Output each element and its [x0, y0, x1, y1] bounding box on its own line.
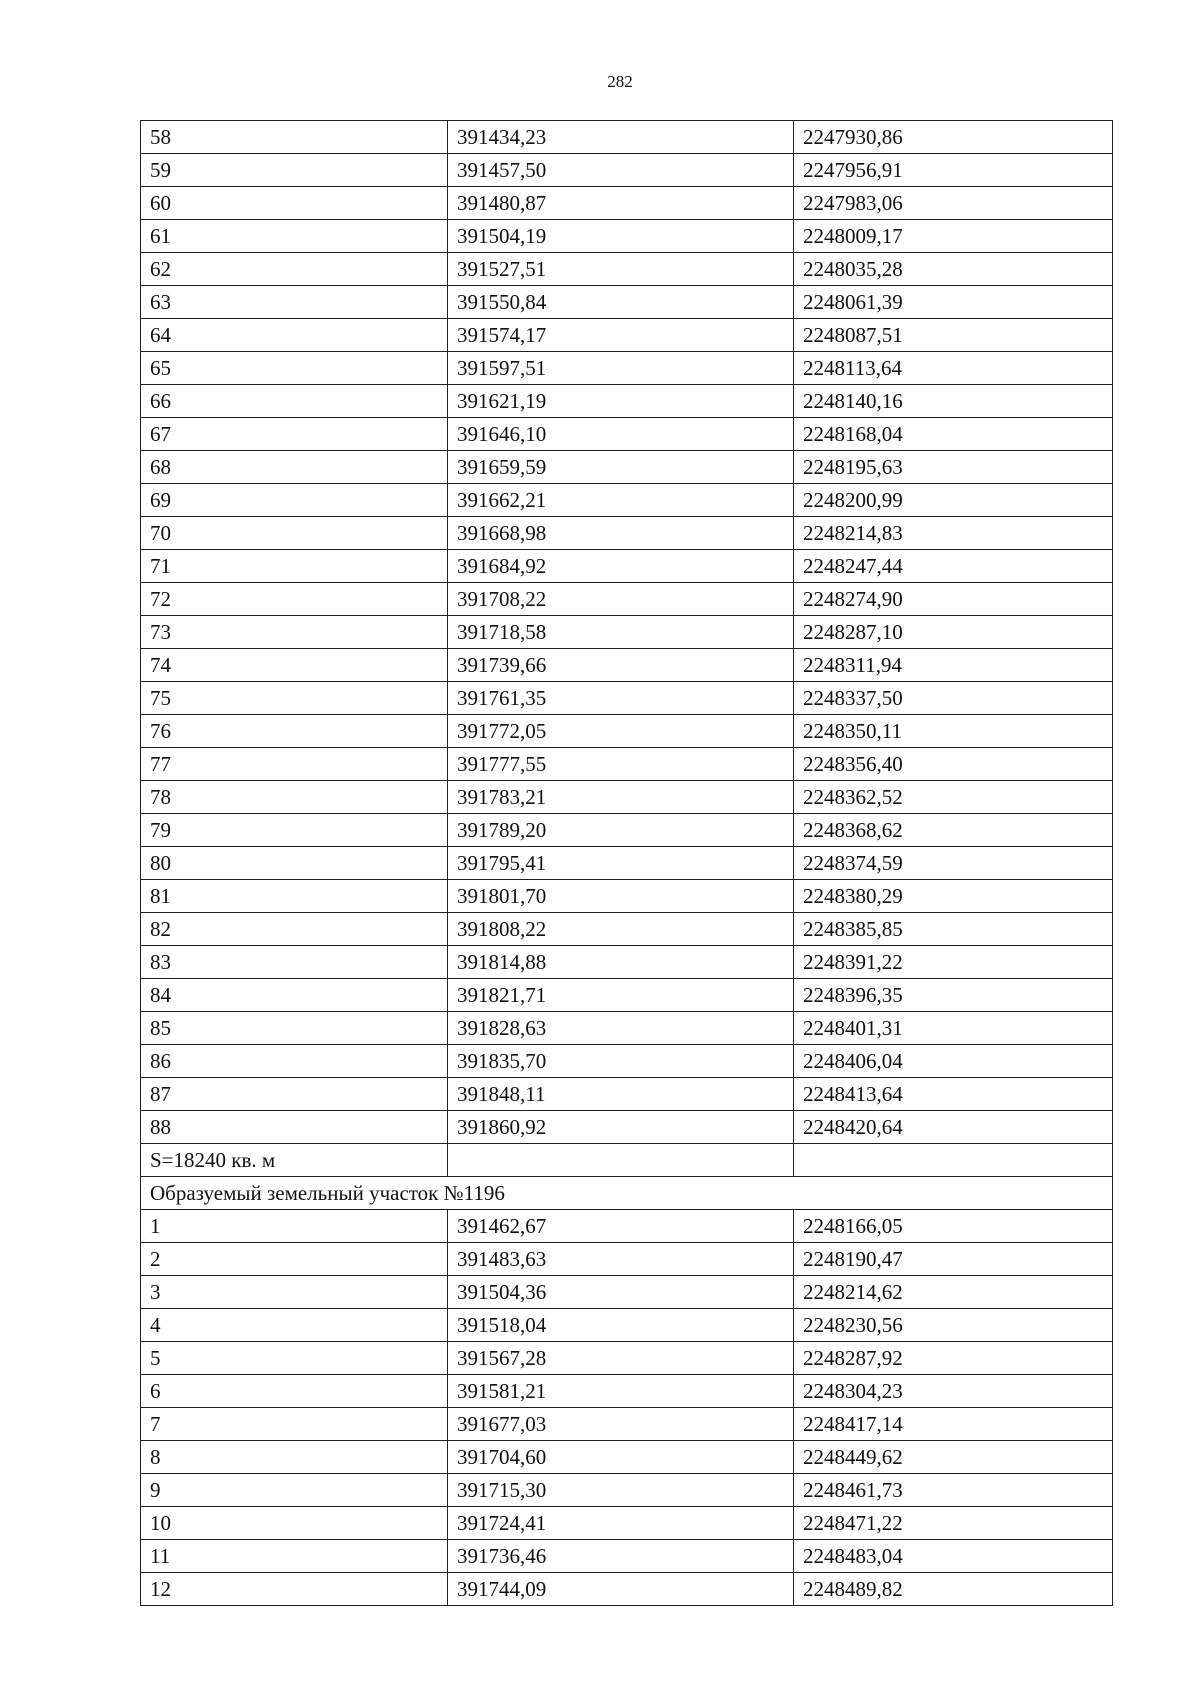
coord-x: 391777,55 — [448, 748, 794, 781]
table-row — [141, 121, 1113, 154]
coord-y: 2248362,52 — [794, 781, 1113, 814]
area-label: S=18240 кв. м — [141, 1144, 448, 1177]
table-row — [141, 1375, 1113, 1408]
coord-x: 391704,60 — [448, 1441, 794, 1474]
table-row — [141, 1012, 1113, 1045]
point-number: 67 — [141, 418, 448, 451]
coord-y: 2248166,05 — [794, 1210, 1113, 1243]
point-number: 6 — [141, 1375, 448, 1408]
point-number: 66 — [141, 385, 448, 418]
point-number: 62 — [141, 253, 448, 286]
coord-y: 2248168,04 — [794, 418, 1113, 451]
point-number: 68 — [141, 451, 448, 484]
coord-x: 391821,71 — [448, 979, 794, 1012]
coord-y: 2248420,64 — [794, 1111, 1113, 1144]
point-number: 82 — [141, 913, 448, 946]
table-row — [141, 748, 1113, 781]
table-row — [141, 616, 1113, 649]
coord-x: 391597,51 — [448, 352, 794, 385]
table-row — [141, 418, 1113, 451]
coord-y: 2248287,10 — [794, 616, 1113, 649]
coord-x: 391581,21 — [448, 1375, 794, 1408]
coord-y: 2247956,91 — [794, 154, 1113, 187]
table-row — [141, 1540, 1113, 1573]
point-number: 7 — [141, 1408, 448, 1441]
table-row — [141, 1441, 1113, 1474]
point-number: 75 — [141, 682, 448, 715]
coord-x: 391808,22 — [448, 913, 794, 946]
coord-y: 2248304,23 — [794, 1375, 1113, 1408]
table-row — [141, 880, 1113, 913]
coord-y: 2248214,83 — [794, 517, 1113, 550]
coord-y: 2248483,04 — [794, 1540, 1113, 1573]
coord-y: 2248200,99 — [794, 484, 1113, 517]
table-row — [141, 352, 1113, 385]
point-number: 58 — [141, 121, 448, 154]
section-title-row — [141, 1177, 1113, 1210]
coord-y: 2248374,59 — [794, 847, 1113, 880]
coord-x: 391795,41 — [448, 847, 794, 880]
area-row — [141, 1144, 1113, 1177]
coord-x: 391684,92 — [448, 550, 794, 583]
coord-y: 2248380,29 — [794, 880, 1113, 913]
coord-x: 391677,03 — [448, 1408, 794, 1441]
table-row — [141, 220, 1113, 253]
coord-y: 2248061,39 — [794, 286, 1113, 319]
coord-y: 2248113,64 — [794, 352, 1113, 385]
coord-x: 391828,63 — [448, 1012, 794, 1045]
coord-x: 391739,66 — [448, 649, 794, 682]
point-number: 88 — [141, 1111, 448, 1144]
coordinates-part2 — [141, 1210, 1113, 1606]
point-number: 71 — [141, 550, 448, 583]
coord-y: 2248449,62 — [794, 1441, 1113, 1474]
table-row — [141, 484, 1113, 517]
table-row — [141, 253, 1113, 286]
point-number: 2 — [141, 1243, 448, 1276]
point-number: 1 — [141, 1210, 448, 1243]
table-row — [141, 1342, 1113, 1375]
coord-x: 391434,23 — [448, 121, 794, 154]
coord-x: 391621,19 — [448, 385, 794, 418]
point-number: 12 — [141, 1573, 448, 1606]
table-row — [141, 1243, 1113, 1276]
table-row — [141, 715, 1113, 748]
area-empty-cell — [794, 1144, 1113, 1177]
page-number: 282 — [607, 72, 633, 91]
coord-y: 2247983,06 — [794, 187, 1113, 220]
coord-y: 2248009,17 — [794, 220, 1113, 253]
point-number: 5 — [141, 1342, 448, 1375]
table-row — [141, 451, 1113, 484]
coord-x: 391483,63 — [448, 1243, 794, 1276]
coord-y: 2247930,86 — [794, 121, 1113, 154]
coord-y: 2248140,16 — [794, 385, 1113, 418]
table-row — [141, 847, 1113, 880]
table-row — [141, 583, 1113, 616]
coord-y: 2248337,50 — [794, 682, 1113, 715]
table-row — [141, 1111, 1113, 1144]
coord-x: 391724,41 — [448, 1507, 794, 1540]
point-number: 85 — [141, 1012, 448, 1045]
table-row — [141, 1276, 1113, 1309]
coordinates-part1 — [141, 121, 1113, 1144]
point-number: 84 — [141, 979, 448, 1012]
coord-x: 391668,98 — [448, 517, 794, 550]
table-row — [141, 385, 1113, 418]
area-summary — [141, 1144, 1113, 1210]
table-row — [141, 946, 1113, 979]
coord-y: 2248274,90 — [794, 583, 1113, 616]
point-number: 73 — [141, 616, 448, 649]
point-number: 64 — [141, 319, 448, 352]
point-number: 74 — [141, 649, 448, 682]
coord-x: 391708,22 — [448, 583, 794, 616]
point-number: 76 — [141, 715, 448, 748]
table-row — [141, 187, 1113, 220]
coord-x: 391527,51 — [448, 253, 794, 286]
point-number: 81 — [141, 880, 448, 913]
coord-x: 391462,67 — [448, 1210, 794, 1243]
coord-y: 2248356,40 — [794, 748, 1113, 781]
coord-x: 391744,09 — [448, 1573, 794, 1606]
table-row — [141, 319, 1113, 352]
section-title: Образуемый земельный участок №1196 — [141, 1177, 1113, 1210]
coord-x: 391736,46 — [448, 1540, 794, 1573]
point-number: 83 — [141, 946, 448, 979]
coord-y: 2248035,28 — [794, 253, 1113, 286]
coord-x: 391574,17 — [448, 319, 794, 352]
coord-y: 2248406,04 — [794, 1045, 1113, 1078]
coord-x: 391848,11 — [448, 1078, 794, 1111]
table-row — [141, 682, 1113, 715]
table-row — [141, 781, 1113, 814]
coord-x: 391504,36 — [448, 1276, 794, 1309]
point-number: 69 — [141, 484, 448, 517]
coord-y: 2248401,31 — [794, 1012, 1113, 1045]
coord-y: 2248391,22 — [794, 946, 1113, 979]
table-row — [141, 913, 1113, 946]
coord-x: 391783,21 — [448, 781, 794, 814]
table-row — [141, 550, 1113, 583]
coord-y: 2248461,73 — [794, 1474, 1113, 1507]
table-row — [141, 1045, 1113, 1078]
table-row — [141, 814, 1113, 847]
point-number: 87 — [141, 1078, 448, 1111]
coord-y: 2248311,94 — [794, 649, 1113, 682]
coord-x: 391646,10 — [448, 418, 794, 451]
coord-x: 391814,88 — [448, 946, 794, 979]
coord-x: 391567,28 — [448, 1342, 794, 1375]
point-number: 8 — [141, 1441, 448, 1474]
coord-y: 2248417,14 — [794, 1408, 1113, 1441]
area-empty-cell — [448, 1144, 794, 1177]
point-number: 65 — [141, 352, 448, 385]
point-number: 79 — [141, 814, 448, 847]
table-row — [141, 649, 1113, 682]
table-row — [141, 154, 1113, 187]
coord-y: 2248190,47 — [794, 1243, 1113, 1276]
coord-x: 391789,20 — [448, 814, 794, 847]
coord-x: 391761,35 — [448, 682, 794, 715]
coord-y: 2248214,62 — [794, 1276, 1113, 1309]
coord-y: 2248287,92 — [794, 1342, 1113, 1375]
coord-y: 2248471,22 — [794, 1507, 1113, 1540]
coord-y: 2248230,56 — [794, 1309, 1113, 1342]
point-number: 80 — [141, 847, 448, 880]
coord-y: 2248087,51 — [794, 319, 1113, 352]
table-row — [141, 1474, 1113, 1507]
table-row — [141, 1507, 1113, 1540]
point-number: 60 — [141, 187, 448, 220]
coord-y: 2248489,82 — [794, 1573, 1113, 1606]
coord-x: 391504,19 — [448, 220, 794, 253]
table-row — [141, 517, 1113, 550]
coord-y: 2248396,35 — [794, 979, 1113, 1012]
point-number: 10 — [141, 1507, 448, 1540]
point-number: 4 — [141, 1309, 448, 1342]
coordinates-table — [140, 120, 1113, 1606]
coord-x: 391518,04 — [448, 1309, 794, 1342]
point-number: 3 — [141, 1276, 448, 1309]
coord-y: 2248413,64 — [794, 1078, 1113, 1111]
coord-y: 2248368,62 — [794, 814, 1113, 847]
table-row — [141, 1210, 1113, 1243]
coord-y: 2248385,85 — [794, 913, 1113, 946]
coord-x: 391480,87 — [448, 187, 794, 220]
point-number: 78 — [141, 781, 448, 814]
coord-y: 2248247,44 — [794, 550, 1113, 583]
coord-x: 391715,30 — [448, 1474, 794, 1507]
coord-x: 391718,58 — [448, 616, 794, 649]
table-row — [141, 1078, 1113, 1111]
point-number: 61 — [141, 220, 448, 253]
point-number: 59 — [141, 154, 448, 187]
coord-y: 2248350,11 — [794, 715, 1113, 748]
point-number: 9 — [141, 1474, 448, 1507]
coord-x: 391550,84 — [448, 286, 794, 319]
coord-x: 391835,70 — [448, 1045, 794, 1078]
point-number: 70 — [141, 517, 448, 550]
coord-x: 391662,21 — [448, 484, 794, 517]
table-row — [141, 1309, 1113, 1342]
point-number: 63 — [141, 286, 448, 319]
table-row — [141, 1408, 1113, 1441]
point-number: 11 — [141, 1540, 448, 1573]
table-row — [141, 286, 1113, 319]
coord-x: 391772,05 — [448, 715, 794, 748]
coord-x: 391860,92 — [448, 1111, 794, 1144]
coord-x: 391801,70 — [448, 880, 794, 913]
point-number: 77 — [141, 748, 448, 781]
point-number: 86 — [141, 1045, 448, 1078]
coord-x: 391457,50 — [448, 154, 794, 187]
coord-y: 2248195,63 — [794, 451, 1113, 484]
table-row — [141, 979, 1113, 1012]
coord-x: 391659,59 — [448, 451, 794, 484]
table-row — [141, 1573, 1113, 1606]
point-number: 72 — [141, 583, 448, 616]
